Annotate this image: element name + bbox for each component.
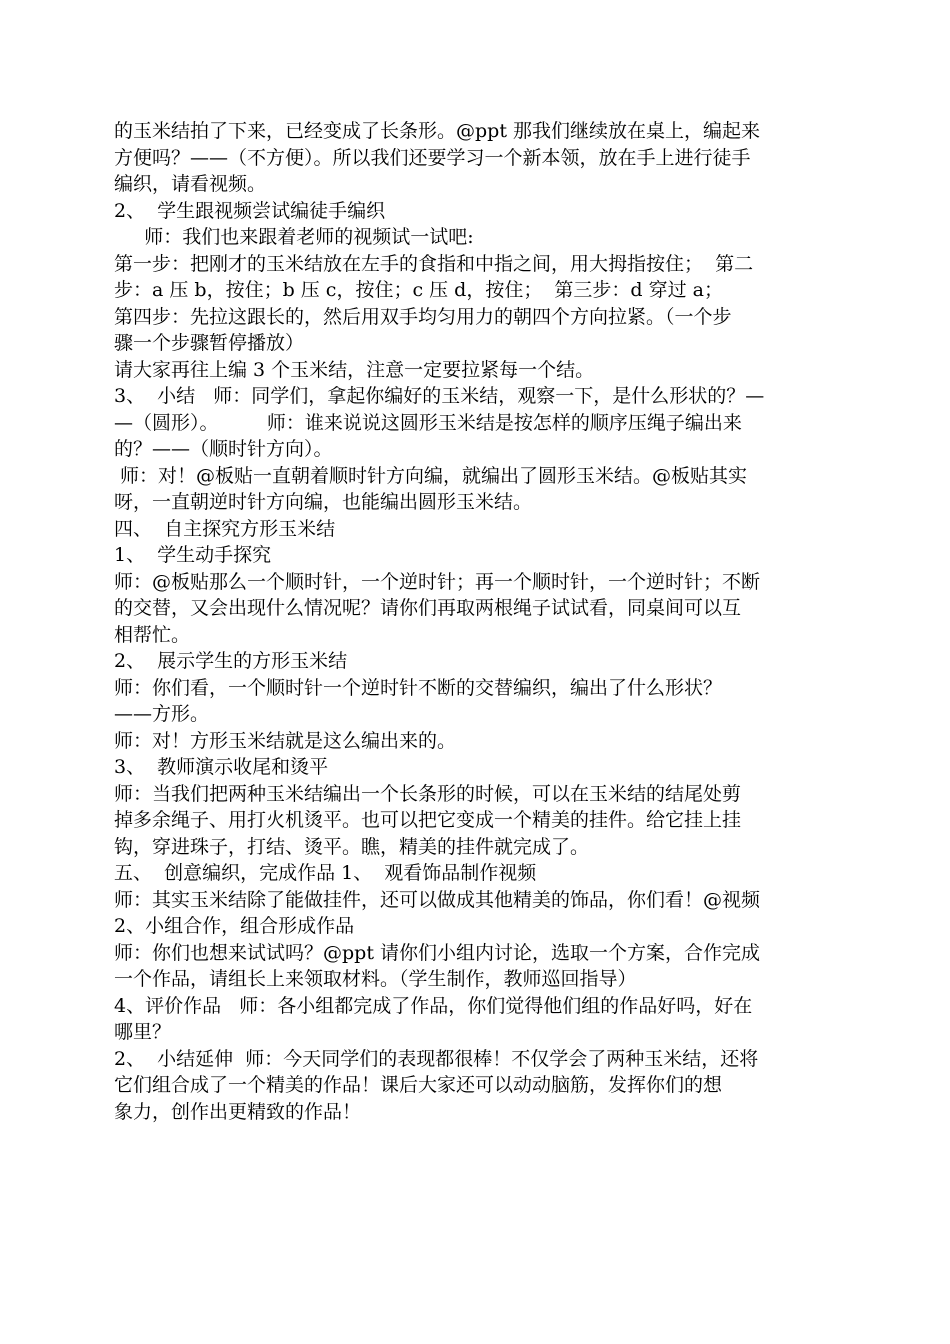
text-line: 哪里？ bbox=[114, 1021, 172, 1043]
text-line: 钩，穿进珠子，打结、烫平。瞧，精美的挂件就完成了。 bbox=[114, 835, 590, 858]
text-line: —（圆形）。 师：谁来说说这圆形玉米结是按怎样的顺序压绳子编出来 bbox=[114, 411, 742, 434]
section-heading: 2、 展示学生的方形玉米结 bbox=[114, 650, 348, 672]
text-line: 师：其实玉米结除了能做挂件，还可以做成其他精美的饰品，你们看！@视频 bbox=[114, 888, 761, 911]
text-line: 编织，请看视频。 bbox=[114, 173, 267, 195]
text-line: 象力，创作出更精致的作品！ bbox=[114, 1100, 362, 1123]
section-heading: 2、小组合作，组合形成作品 bbox=[114, 915, 355, 937]
text-line: 师：对！方形玉米结就是这么编出来的。 bbox=[114, 729, 457, 752]
section-heading: 五、 创意编织，完成作品 1、 观看饰品制作视频 bbox=[114, 862, 537, 884]
text-line: ——方形。 bbox=[114, 703, 210, 725]
text-line: 步：a 压 b，按住；b 压 c，按住；c 压 d，按住； 第三步：d 穿过 a； bbox=[114, 279, 723, 301]
section-heading: 2、 学生跟视频尝试编徒手编织 bbox=[114, 199, 386, 222]
section-heading: 2、 小结延伸 师：今天同学们的表现都很棒！不仅学会了两种玉米结，还将 bbox=[114, 1047, 759, 1070]
text-line: 呀，一直朝逆时针方向编，也能编出圆形玉米结。 bbox=[114, 491, 533, 513]
section-heading: 四、 自主探究方形玉米结 bbox=[114, 517, 336, 540]
section-heading: 1、 学生动手探究 bbox=[114, 544, 272, 566]
text-line: 师：@板贴那么一个顺时针，一个逆时针；再一个顺时针，一个逆时针；不断 bbox=[114, 570, 761, 593]
section-heading: 3、 小结 师：同学们，拿起你编好的玉米结，观察一下，是什么形状的？— bbox=[114, 385, 765, 407]
text-line: 师：你们也想来试试吗？@ppt 请你们小组内讨论，选取一个方案，合作完成 bbox=[114, 941, 761, 964]
text-line: 第一步：把刚才的玉米结放在左手的食指和中指之间，用大拇指按住； 第二 bbox=[114, 252, 754, 275]
text-line: 师：当我们把两种玉米结编出一个长条形的时候，可以在玉米结的结尾处剪 bbox=[114, 782, 742, 805]
text-line: 的？——（顺时针方向）。 bbox=[114, 438, 333, 460]
document-body bbox=[114, 118, 842, 1125]
text-line: 方便吗？——（不方便）。所以我们还要学习一个新本领，放在手上进行徒手 bbox=[114, 146, 751, 169]
text-line: 一个作品，请组长上来领取材料。（学生制作，教师巡回指导） bbox=[114, 968, 637, 990]
text-line: 师：对！@板贴一直朝着顺时针方向编，就编出了圆形玉米结。@板贴其实 bbox=[114, 464, 748, 487]
text-line: 它们组合成了一个精美的作品！课后大家还可以动动脑筋，发挥你们的想 bbox=[114, 1074, 723, 1096]
text-line: 骤一个步骤暂停播放） bbox=[114, 332, 305, 354]
text-line: 的玉米结拍了下来，已经变成了长条形。@ppt 那我们继续放在桌上，编起来 bbox=[114, 120, 761, 142]
text-line: 相帮忙。 bbox=[114, 623, 191, 646]
text-line: 第四步：先拉这跟长的，然后用双手均匀用力的朝四个方向拉紧。（一个步 bbox=[114, 305, 732, 328]
section-heading: 3、 教师演示收尾和烫平 bbox=[114, 756, 329, 778]
text-line: 师：我们也来跟着老师的视频试一试吧: bbox=[114, 226, 474, 248]
text-line: 请大家再往上编 3 个玉米结，注意一定要拉紧每一个结。 bbox=[114, 358, 595, 381]
text-line: 师：你们看，一个顺时针一个逆时针不断的交替编织，编出了什么形状？ bbox=[114, 676, 723, 699]
text-line: 的交替，又会出现什么情况呢？请你们再取两根绳子试试看，同桌间可以互 bbox=[114, 597, 742, 619]
text-line: 掉多余绳子、用打火机烫平。也可以把它变成一个精美的挂件。给它挂上挂 bbox=[114, 809, 742, 831]
section-heading: 4、评价作品 师：各小组都完成了作品，你们觉得他们组的作品好吗，好在 bbox=[114, 994, 753, 1017]
